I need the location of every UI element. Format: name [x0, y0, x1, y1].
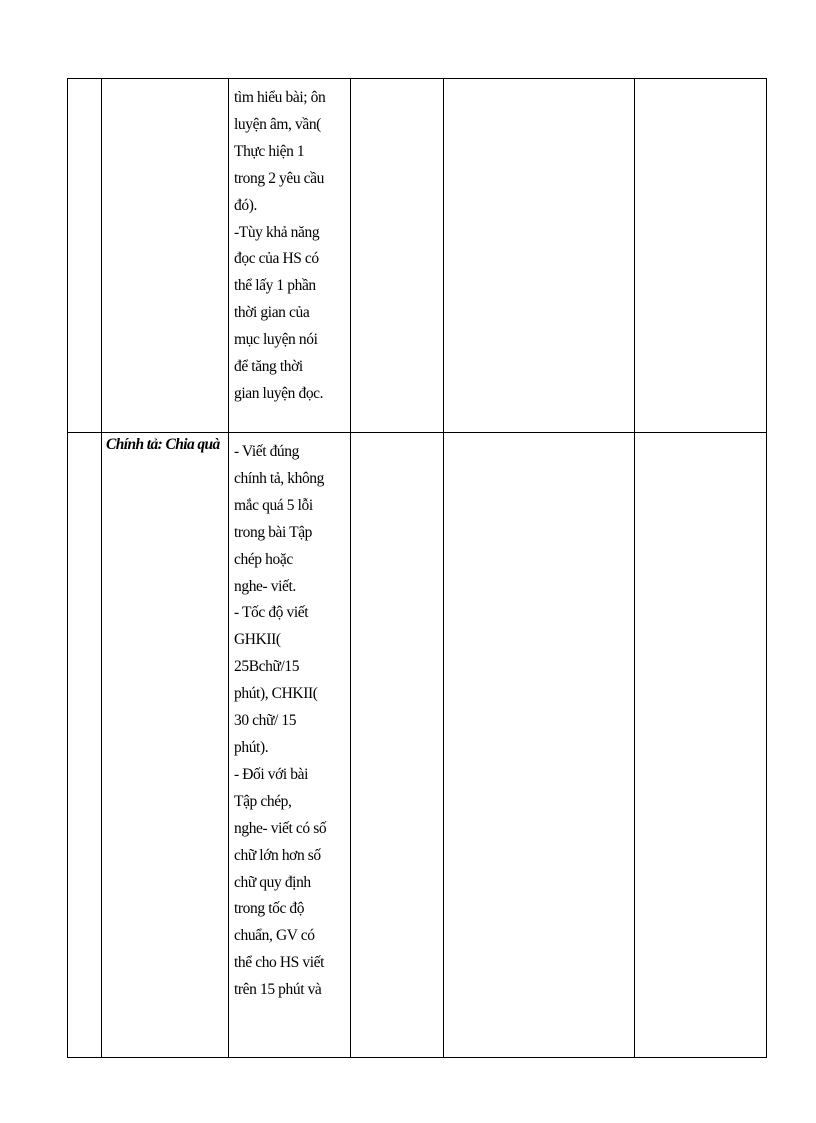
content-text	[229, 433, 350, 1004]
content-line: chép hoặc	[234, 550, 293, 568]
content-line: - Đối với bài	[234, 765, 309, 783]
content-line: phút), CHKII(	[234, 685, 318, 703]
content-line: mục luyện nói	[234, 331, 318, 349]
content-line: 30 chữ/ 15	[234, 712, 297, 730]
content-line: luyện âm, vần(	[234, 115, 321, 133]
content-line: 25Bchữ/15	[234, 658, 300, 676]
content-line: trong tốc độ	[234, 900, 305, 918]
empty-cell	[351, 433, 444, 1058]
number-cell	[68, 79, 102, 433]
empty-cell	[444, 433, 635, 1058]
content-line: trong 2 yêu cầu	[234, 169, 324, 187]
empty-cell	[635, 79, 767, 433]
content-cell	[229, 79, 351, 433]
content-line: tìm hiểu bài; ôn	[234, 89, 326, 106]
lesson-cell	[102, 79, 229, 433]
content-line: -Tùy khả năng	[234, 223, 320, 241]
content-line: nghe- viết.	[234, 577, 296, 595]
content-line: gian luyện đọc.	[234, 384, 324, 402]
empty-cell	[444, 79, 635, 433]
content-line: thời gian của	[234, 304, 310, 322]
content-line: chính tả, không	[234, 469, 324, 487]
content-cell	[229, 433, 351, 1058]
content-line: trên 15 phút và	[234, 981, 322, 999]
content-line: thể cho HS viết	[234, 954, 324, 972]
content-line: mắc quá 5 lỗi	[234, 496, 313, 514]
content-line: - Tốc độ viết	[234, 604, 309, 622]
content-line: phút).	[234, 738, 269, 756]
content-line: chữ quy định	[234, 873, 311, 891]
lesson-plan-table	[67, 78, 767, 1058]
empty-cell	[351, 79, 444, 433]
content-line: Thực hiện 1	[234, 142, 305, 160]
table-row	[68, 79, 767, 433]
content-line: - Viết đúng	[234, 443, 299, 460]
content-line: chuẩn, GV có	[234, 927, 315, 945]
content-line: để tăng thời	[234, 358, 303, 376]
content-line: GHKII(	[234, 631, 281, 649]
content-line: thể lấy 1 phần	[234, 277, 316, 295]
lesson-title	[102, 79, 228, 82]
lesson-cell	[102, 433, 229, 1058]
lesson-title: Chính tả: Chia quà	[106, 436, 220, 453]
content-line: nghe- viết có số	[234, 819, 327, 837]
table-row	[68, 433, 767, 1058]
content-line: chữ lớn hơn số	[234, 846, 321, 864]
content-line: Tập chép,	[234, 792, 292, 810]
content-line: đọc của HS có	[234, 250, 319, 268]
number-cell	[68, 433, 102, 1058]
content-line: trong bài Tập	[234, 523, 313, 541]
content-line: đó).	[234, 196, 257, 214]
empty-cell	[635, 433, 767, 1058]
content-text	[229, 79, 350, 408]
